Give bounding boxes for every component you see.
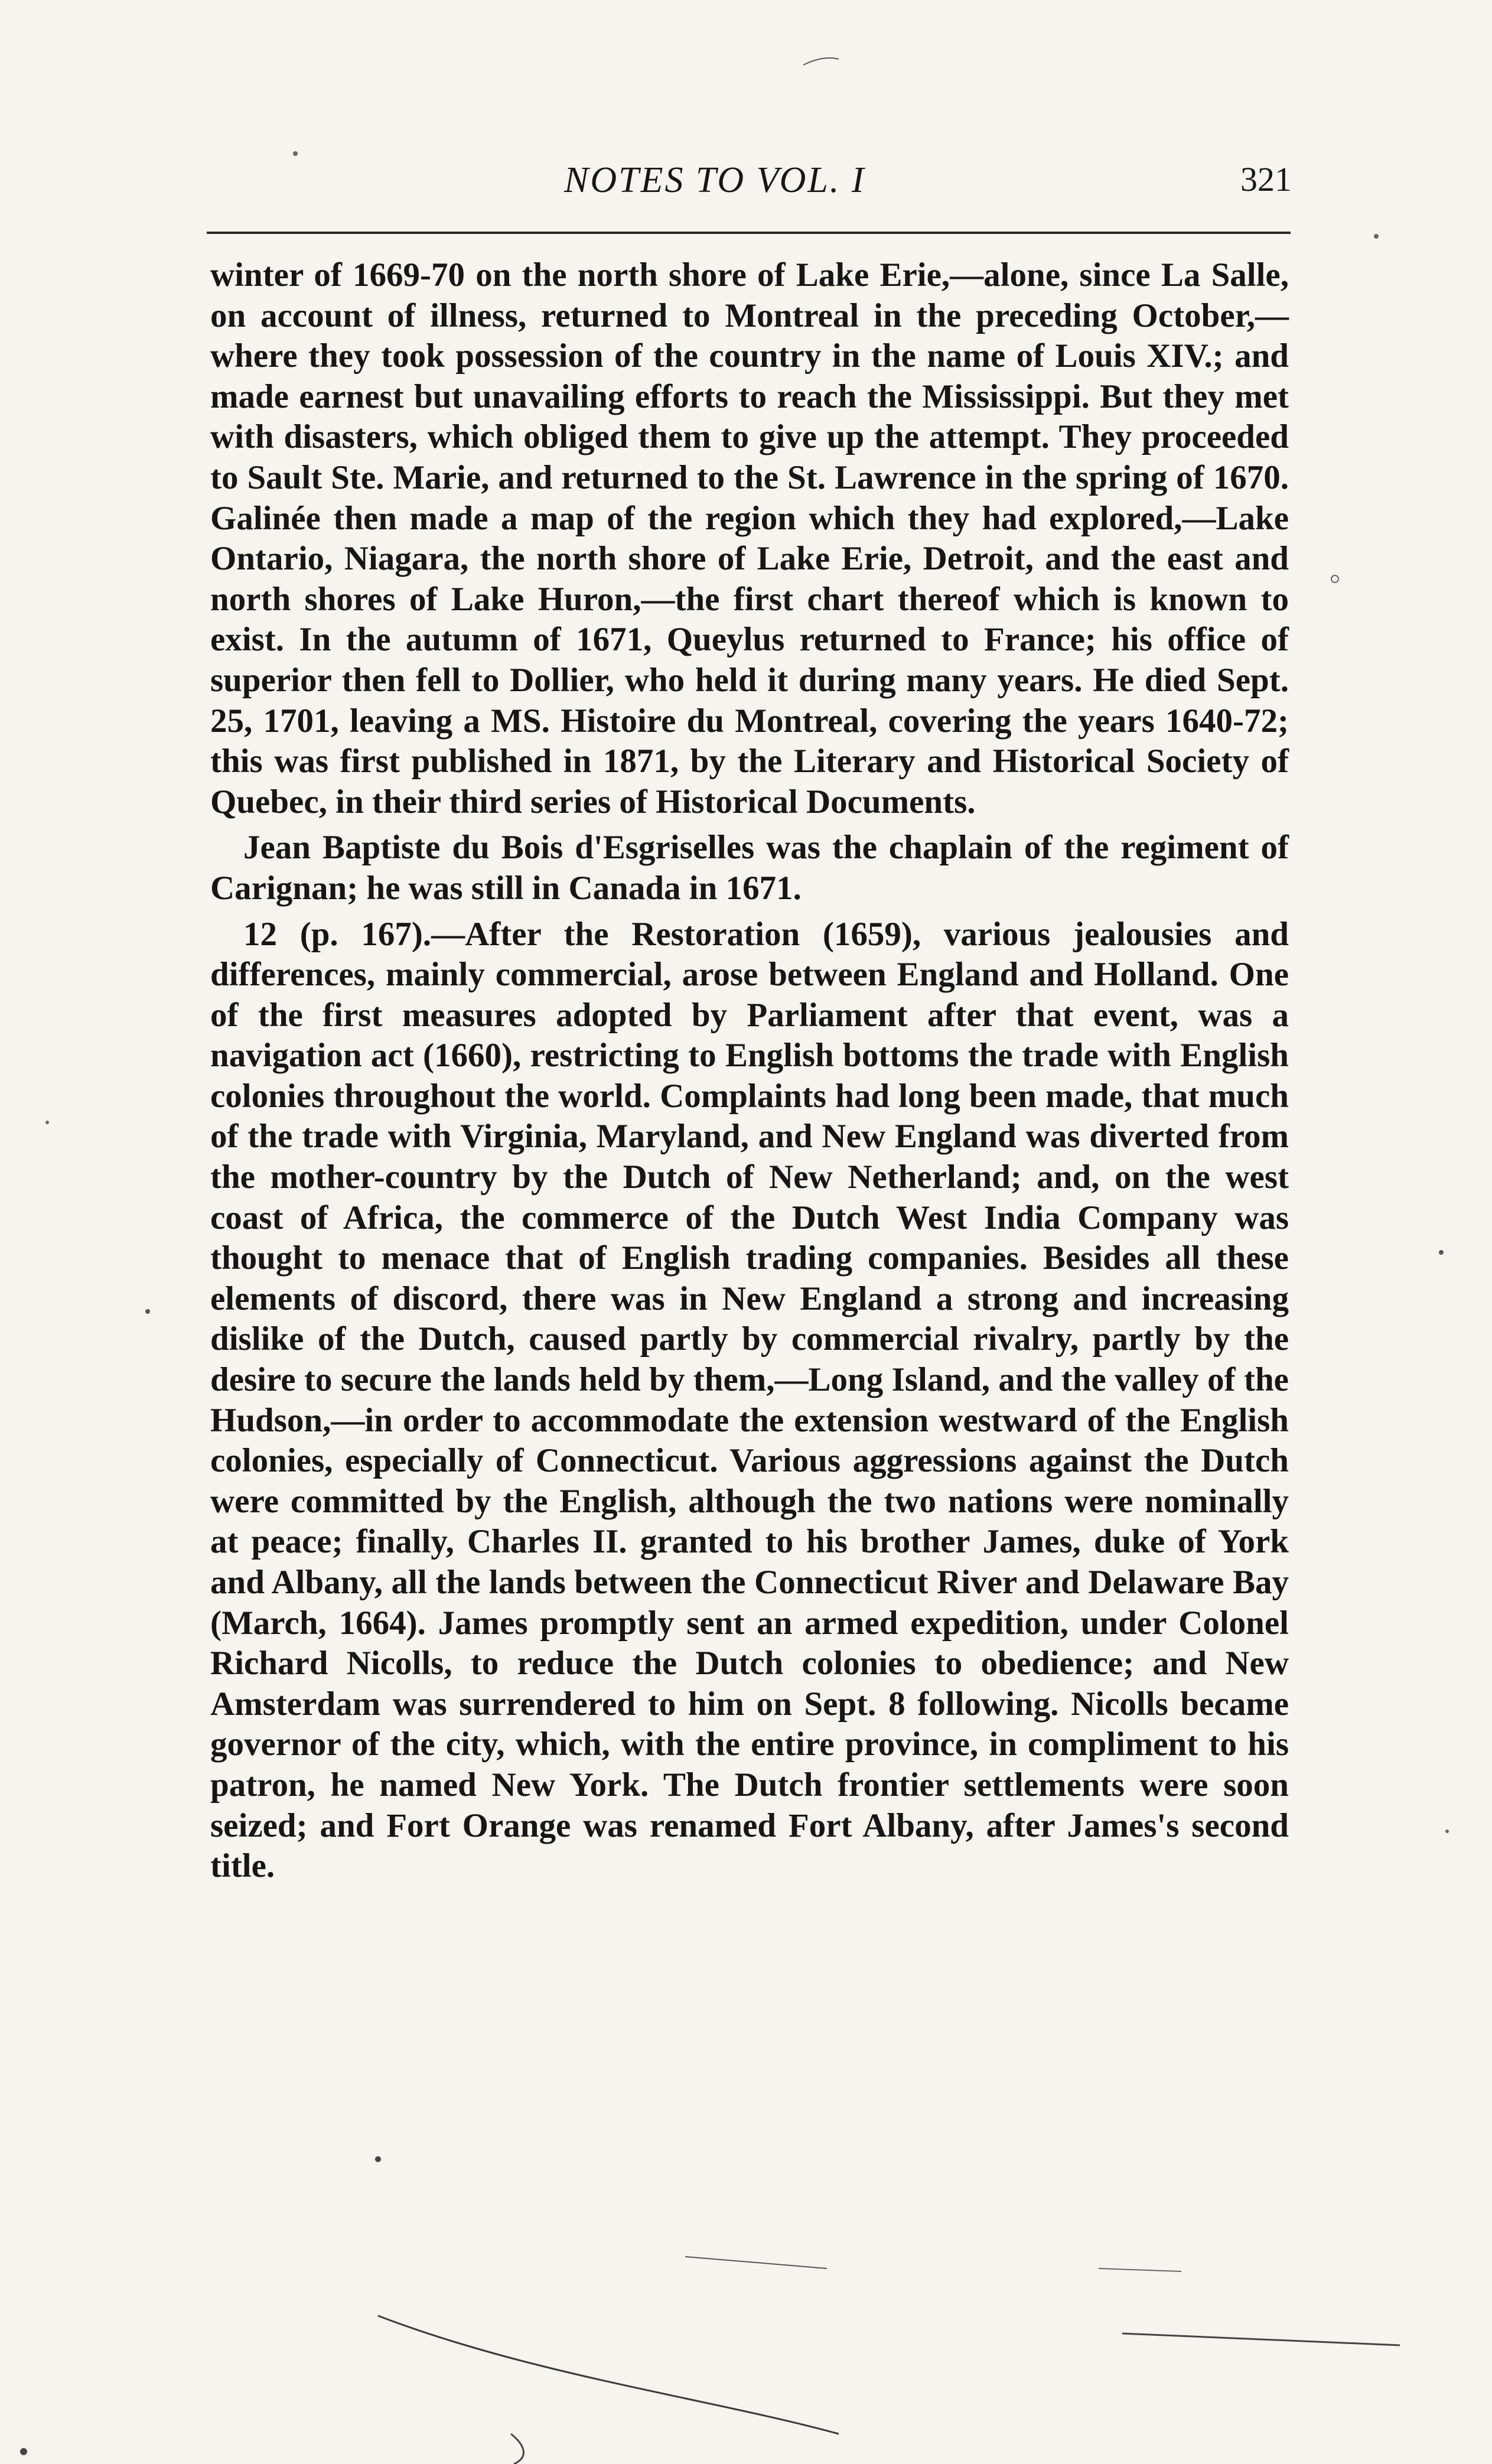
- speck: [293, 151, 298, 156]
- speck: [1331, 575, 1338, 582]
- stray-stroke: [378, 2316, 839, 2434]
- speck: [1374, 234, 1379, 239]
- paragraph-2: Jean Baptiste du Bois d'Esgriselles was the chaplain of the regiment of Carignan; he was still in Canada in 1671.: [210, 829, 1289, 907]
- speck: [20, 2448, 27, 2455]
- speck: [145, 1309, 150, 1314]
- speck: [1445, 1830, 1449, 1833]
- running-head: NOTES TO VOL. I: [564, 160, 866, 200]
- paragraph-1: winter of 1669-70 on the north shore of Lake Erie,—alone, since La Salle, on account of illness, returned to Montreal in the preceding October,—where they took possession of the country in the name of Louis XIV.; and made earnest but unavailing efforts to reach the Mississippi. But they met with disasters, which obliged them to give up the attempt. They proceeded to Sault Ste. Marie, and returned to the St. Lawrence in the spring of 1670. Galinée then made a map of the region which they had explored,—Lake Ontario, Niagara, the north shore of Lake Erie, Detroit, and the east and north shores of Lake Huron,—the first chart thereof which is known to exist. In the autumn of 1671, Queylus returned to France; his office of superior then fell to Dollier, who held it during many years. He died Sept. 25, 1701, leaving a MS. Histoire du Montreal, covering the years 1640-72; this was first published in 1871, by the Literary and Historical Society of Quebec, in their third series of Historical Documents.: [210, 256, 1289, 821]
- speck: [1439, 1250, 1444, 1255]
- stray-stroke: [1122, 2333, 1400, 2345]
- stray-stroke: [511, 2434, 523, 2464]
- paragraph-3: 12 (p. 167).—After the Restoration (1659), various jealousies and differences, mainly commercial, arose between England and Holland. One of the first measures adopted by Parliament after that event, was a navigation act (1660), restricting to English bottoms the trade with English colonies throughout the world. Complaints had long been made, that much of the trade with Virginia, Maryland, and New England was diverted from the mother-country by the Dutch of New Netherland; and, on the west coast of Africa, the commerce of the Dutch West India Company was thought to menace that of English trading companies. Besides all these elements of discord, there was in New England a strong and increasing dislike of the Dutch, caused partly by commercial rivalry, partly by the desire to secure the lands held by them,—Long Island, and the valley of the Hudson,—in order to accommodate the extension westward of the English colonies, especially of Connecticut. Various aggressions against the Dutch were committed by the English, although the two nations were nominally at peace; finally, Charles II. granted to his brother James, duke of York and Albany, all the lands between the Connecticut River and Delaware Bay (March, 1664). James promptly sent an armed expedition, under Colonel Richard Nicolls, to reduce the Dutch colonies to obedience; and New Amsterdam was surrendered to him on Sept. 8 following. Nicolls became governor of the city, which, with the entire province, in compliment to his patron, he named New York. The Dutch frontier settlements were soon seized; and Fort Orange was renamed Fort Albany, after James's second title.: [210, 915, 1289, 1885]
- stray-stroke: [685, 2257, 827, 2268]
- page-number: 321: [1240, 160, 1292, 198]
- stray-stroke: [1099, 2268, 1181, 2271]
- speck: [45, 1121, 49, 1124]
- speck: [375, 2156, 381, 2162]
- stray-stroke: [803, 58, 839, 65]
